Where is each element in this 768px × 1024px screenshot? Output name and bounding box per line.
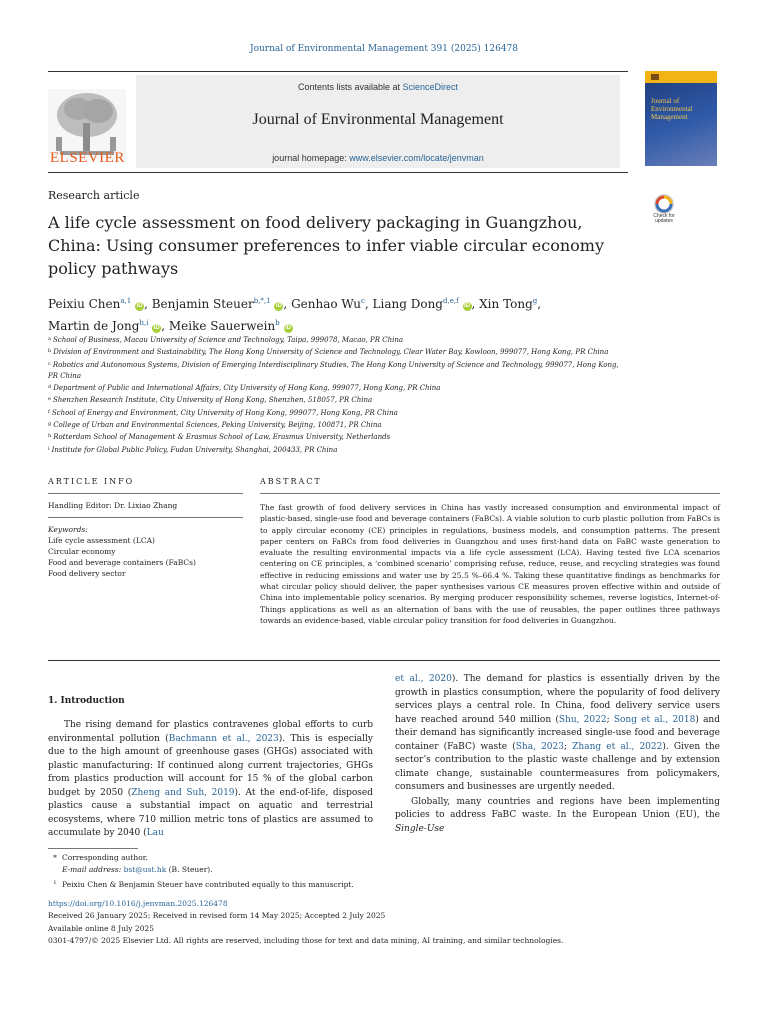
abstract-bottom-rule xyxy=(48,660,720,661)
keywords-label: Keywords: xyxy=(48,525,88,534)
footnote-corresponding xyxy=(48,852,648,864)
affiliation-item xyxy=(48,359,628,383)
citation-link[interactable]: Lau xyxy=(146,828,164,838)
author-name: Martin de Jong xyxy=(48,319,140,333)
affiliation-item xyxy=(48,394,628,406)
article-info-rule xyxy=(48,493,243,494)
journal-cover-image[interactable] xyxy=(645,71,717,166)
keyword-list xyxy=(48,535,196,579)
introduction-right-column xyxy=(395,673,720,836)
affiliation-item xyxy=(48,444,628,456)
citation-link[interactable]: Shu, 2022 xyxy=(558,714,607,725)
introduction-heading: 1. Introduction xyxy=(48,696,125,706)
cover-title: Journal of Environmental Management xyxy=(651,97,693,121)
affiliation-marker: d xyxy=(48,384,52,391)
affiliation-marker: e xyxy=(48,396,51,403)
affiliation-marker: b xyxy=(48,348,52,355)
author-name: Benjamin Steuer xyxy=(151,297,254,311)
author-affiliation-marker[interactable]: d,e,f xyxy=(443,297,459,305)
orcid-icon[interactable]: iD xyxy=(136,303,143,309)
affiliation-marker: c xyxy=(48,360,51,367)
paragraph xyxy=(395,796,720,837)
body-text: The rising demand for plastics contravenes global efforts to curb environmental pollution ( xyxy=(48,720,373,744)
author-separator: , xyxy=(364,297,373,311)
body-text: ). Given the sector’s contribution to the plastic waste challenge and by extension climate change, sustainable countermeasures from policymakers, consumers and businesses are urgently needed. xyxy=(395,741,720,792)
citation-link[interactable]: et al., 2020 xyxy=(395,674,452,684)
author-name: Peixiu Chen xyxy=(48,297,121,311)
footnotes xyxy=(48,852,648,891)
footnote-marker: 1 xyxy=(53,879,57,886)
body-text: ). This is especially due to the high amount of greenhouse gases (GHGs) associated with plastic manufacturing: If continued along current trajectories, GHGs from plastics production will account for 15 % of the global carbon budget by 2050 ( xyxy=(48,733,373,798)
doi-link[interactable]: https://doi.org/10.1016/j.jenvman.2025.126478 xyxy=(48,899,228,908)
check-for-updates-icon xyxy=(648,193,680,215)
handling-editor-rule xyxy=(48,517,243,518)
footnote-marker: * xyxy=(53,853,57,862)
author-affiliation-marker[interactable]: c xyxy=(360,297,365,305)
author[interactable] xyxy=(169,319,293,333)
body-text: Globally, many countries and regions have been implementing policies to address FaBC waste. In the European Union (EU), the xyxy=(395,796,720,820)
body-text: ) and their demand has significantly increased single-use food and beverage container (FaBC) waste ( xyxy=(395,714,720,752)
affiliation-item xyxy=(48,431,628,443)
affiliation-text: School of Business, Macau University of Science and Technology, Taipa, 999078, Macao, PR China xyxy=(52,336,404,344)
footnote-rule xyxy=(48,848,138,849)
affiliation-text: Rotterdam School of Management & Erasmus School of Law, Erasmus University, Netherlands xyxy=(53,433,391,442)
article-type: Research article xyxy=(48,189,140,202)
body-text: ; xyxy=(606,714,614,725)
received-dates: Received 26 January 2025; Received in revised form 14 May 2025; Accepted 2 July 2025 xyxy=(48,911,386,921)
author-affiliation-marker[interactable]: a,1 xyxy=(120,297,132,305)
check-for-updates-label: Check for updates xyxy=(653,213,675,224)
citation-link[interactable]: Song et al., 2018 xyxy=(613,714,696,725)
affiliation-text: Shenzhen Research Institute, City University of Hong Kong, Shenzhen, 518057, PR China xyxy=(52,396,373,405)
footnote-text: Peixiu Chen & Benjamin Steuer have contributed equally to this manuscript. xyxy=(62,879,354,889)
affiliation-item xyxy=(48,346,628,358)
journal-homepage-link[interactable]: www.elsevier.com/locate/jenvman xyxy=(349,153,484,163)
abstract-text: The fast growth of food delivery services in China has vastly increased consumption and environmental impact of plastic-based, single-use food and beverage containers (FaBCs). A viable solution to curb plastic pollution from FaBCs is to apply circular economy (CE) principles in regulations, business models, and consumption patterns. The present paper centers on FaBCs from food deliveries in Guangzhou and uses first-hand data on FaBC waste generation to evaluate the resulting environmental impacts via a life cycle assessment (LCA). Having tested five LCA scenarios centering on CE principles, a ‘combined scenario’ comprising refuse, reduce, reuse, and recycling strategies was found effective in reducing emissions and water use by 25.5 %–66.4 %. Taking these quantitative findings as benchmarks for what circular policy should deliver, the paper synthesises various CE measures proven effective within and outside of China into implementable policy scenarios. By merging producer responsibility schemes, reverse logistics, Internet-of-Things applications as well as an alternation of bans with the use of reusables, the paper outlines three pathways towards an evidence-based, viable circular policy transition for food deliveries in Guangzhou. xyxy=(260,503,720,625)
author-name: Meike Sauerwein xyxy=(168,319,276,333)
author-affiliation-marker[interactable]: h,i xyxy=(139,319,149,327)
keyword-item: Life cycle assessment (LCA) xyxy=(48,536,155,545)
affiliation-marker: a xyxy=(48,336,51,342)
author[interactable] xyxy=(291,297,372,311)
author[interactable] xyxy=(479,297,541,311)
orcid-icon[interactable]: iD xyxy=(464,303,470,309)
journal-header-band xyxy=(136,75,620,168)
introduction-left-column xyxy=(48,719,373,841)
journal-reference-link[interactable]: Journal of Environmental Management 391 (2025) 126478 xyxy=(249,44,518,54)
citation-link[interactable]: Bachmann et al., 2023 xyxy=(168,733,279,744)
article-info-heading: ARTICLE INFO xyxy=(48,477,135,486)
keyword-item: Food and beverage containers (FaBCs) xyxy=(48,558,196,567)
affiliation-marker: g xyxy=(48,421,52,428)
author-affiliation-marker[interactable]: b,*,1 xyxy=(253,297,271,305)
citation-link[interactable]: Sha, 2023 xyxy=(515,741,564,752)
abstract-heading: ABSTRACT xyxy=(260,477,322,486)
publisher-wordmark: ELSEVIER xyxy=(50,150,125,166)
author[interactable] xyxy=(48,319,169,333)
author-separator: , xyxy=(144,297,152,311)
author-name: Xin Tong xyxy=(479,297,533,311)
orcid-icon[interactable]: iD xyxy=(153,325,160,331)
affiliation-text: School of Energy and Environment, City University of Hong Kong, 999077, Hong Kong, PR China xyxy=(51,408,398,417)
body-text: ). The demand for plastics is essentially driven by the growth in plastics consumption, where the popularity of food delivery services plays a central role. In China, food delivery service users have reached around 540 million ( xyxy=(395,674,720,725)
footnote-equal-contribution xyxy=(48,877,648,891)
handling-editor: Handling Editor: Dr. Lixiao Zhang xyxy=(48,501,178,510)
article-title: A life cycle assessment on food delivery packaging in Guangzhou, China: Using consumer preferences to infer viable circular economy policy pathways xyxy=(48,213,605,278)
author-name: Liang Dong xyxy=(372,297,443,311)
author[interactable] xyxy=(373,297,480,311)
affiliation-list xyxy=(48,334,628,456)
author[interactable] xyxy=(48,297,152,311)
author-affiliation-marker[interactable]: g xyxy=(532,297,538,305)
author[interactable] xyxy=(152,297,291,311)
body-text: ; xyxy=(564,741,573,752)
paragraph xyxy=(48,719,373,841)
affiliation-text: Department of Public and International Affairs, City University of Hong Kong, 999077, Hong Kong, PR China xyxy=(53,384,441,393)
keyword-item: Circular economy xyxy=(48,547,116,556)
affiliation-item xyxy=(48,407,628,419)
affiliation-text: Robotics and Autonomous Systems, Division of Emerging Interdisciplinary Studies, The Hong Kong University of Science and Technology, 999077, Hong Kong, PR China xyxy=(48,360,619,380)
affiliation-text: Division of Environment and Sustainability, The Hong Kong University of Science and Technology, Clear Water Bay, Kowloon, 999077, Hong Kong, PR China xyxy=(53,348,609,357)
cover-publisher-logo-icon xyxy=(651,74,659,80)
author-separator: , xyxy=(161,319,169,333)
available-online-date: Available online 8 July 2025 xyxy=(48,923,155,933)
email-label: E-mail address: xyxy=(62,865,124,875)
affiliation-marker: i xyxy=(48,445,50,452)
homepage-prefix: journal homepage: xyxy=(272,153,350,163)
abstract-rule xyxy=(260,493,720,494)
author-name: Genhao Wu xyxy=(291,297,361,311)
affiliation-item xyxy=(48,382,628,394)
affiliation-item xyxy=(48,334,628,346)
contents-prefix: Contents lists available at xyxy=(297,82,403,92)
footnote-text: Corresponding author. xyxy=(62,853,148,862)
footnote-email xyxy=(48,864,648,876)
citation-link[interactable]: Zhang et al., 2022 xyxy=(572,741,663,752)
sciencedirect-link[interactable]: ScienceDirect xyxy=(402,82,459,92)
email-link[interactable]: bst@ust.hk xyxy=(123,865,167,875)
copyright-notice: 0301-4797/© 2025 Elsevier Ltd. All rights are reserved, including those for text and data mining, AI training, and similar technologies. xyxy=(48,935,564,945)
author-list xyxy=(48,292,608,336)
contents-line xyxy=(136,82,620,92)
email-suffix: (B. Steuer). xyxy=(166,865,213,875)
citation-link[interactable]: Zheng and Suh, 2019 xyxy=(131,787,235,798)
affiliation-item xyxy=(48,419,628,431)
affiliation-text: College of Urban and Environmental Sciences, Peking University, Beijing, 100871, PR China xyxy=(53,421,382,430)
homepage-line xyxy=(136,153,620,163)
body-text: ). At the end-of-life, disposed plastics cause a substantial impact on aquatic and terrestrial ecosystems, where 710 million metric tons of plastics are assumed to accumulate by 2040 ( xyxy=(48,787,373,838)
journal-title: Journal of Environmental Management xyxy=(252,111,504,128)
orcid-icon[interactable]: iD xyxy=(285,325,291,331)
affiliation-marker: h xyxy=(48,433,52,440)
check-for-updates-button[interactable] xyxy=(648,193,680,227)
author-separator: , xyxy=(283,297,292,311)
affiliation-text: Institute for Global Public Policy, Fudan University, Shanghai, 200433, PR China xyxy=(51,445,338,454)
orcid-icon[interactable]: iD xyxy=(275,303,282,309)
author-separator: , xyxy=(471,297,480,311)
paragraph xyxy=(395,673,720,795)
affiliation-marker: f xyxy=(48,408,50,415)
author-separator: , xyxy=(537,297,542,311)
masthead xyxy=(48,71,628,173)
body-text-italic: Single-Use xyxy=(395,823,445,834)
publication-info xyxy=(48,898,728,947)
author-affiliation-marker[interactable]: b xyxy=(275,319,280,327)
keyword-item: Food delivery sector xyxy=(48,569,126,578)
